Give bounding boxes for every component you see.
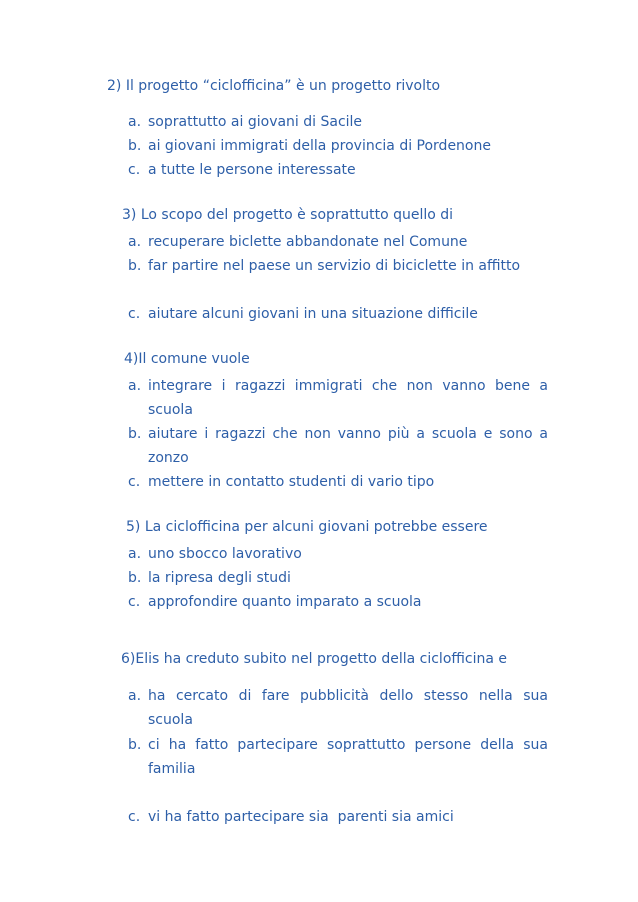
option-letter: a. (128, 378, 142, 394)
option-letter: c. (128, 474, 141, 490)
question-6-option-c (128, 805, 548, 829)
question-5-option-a (128, 542, 548, 566)
question-3-option-b (128, 254, 548, 278)
question-2-stem (107, 78, 440, 94)
question-text: Elis ha creduto subito nel progetto della ciclofficina e (135, 651, 508, 667)
option-text: aiutare i ragazzi che non vanno più a scuola e sono a zonzo (148, 426, 548, 466)
question-number: 6) (121, 651, 136, 667)
question-4-stem (124, 351, 250, 367)
option-letter: c. (128, 306, 141, 322)
question-number: 3) (122, 207, 137, 223)
option-letter: a. (128, 234, 142, 250)
option-text: la ripresa degli studi (148, 570, 291, 586)
option-text: ha cercato di fare pubblicità dello stesso nella sua scuola (148, 688, 548, 728)
option-text: vi ha fatto partecipare sia parenti sia amici (148, 809, 454, 825)
option-letter: b. (128, 426, 142, 442)
option-letter: c. (128, 594, 141, 610)
question-number: 5) (126, 519, 141, 535)
question-5-option-c (128, 590, 548, 614)
option-text: aiutare alcuni giovani in una situazione difficile (148, 306, 478, 322)
option-text: mettere in contatto studenti di vario tipo (148, 474, 435, 490)
option-letter: b. (128, 570, 142, 586)
option-letter: b. (128, 737, 142, 753)
question-3-option-a (128, 230, 548, 254)
option-text: far partire nel paese un servizio di biciclette in affitto (148, 258, 521, 274)
question-4-option-a (128, 374, 548, 422)
option-letter: a. (128, 114, 142, 130)
option-text: integrare i ragazzi immigrati che non vanno bene a scuola (148, 378, 548, 418)
question-3-stem (122, 207, 453, 223)
question-text: Il progetto “ciclofficina” è un progetto rivolto (125, 78, 441, 94)
question-4-option-b (128, 422, 548, 470)
question-2-option-b (128, 134, 548, 158)
option-text: ai giovani immigrati della provincia di Pordenone (148, 138, 491, 154)
option-letter: c. (128, 162, 141, 178)
question-2-option-c (128, 158, 548, 182)
question-2-option-a (128, 110, 548, 134)
question-4-option-c (128, 470, 548, 494)
question-number: 2) (107, 78, 122, 94)
question-text: Il comune vuole (138, 351, 250, 367)
question-5-option-b (128, 566, 548, 590)
option-letter: c. (128, 809, 141, 825)
question-3-option-c (128, 302, 548, 326)
question-6-option-b (128, 733, 548, 781)
option-text: ci ha fatto partecipare soprattutto persone della sua familia (148, 737, 548, 777)
question-number: 4) (124, 351, 139, 367)
option-text: recuperare biclette abbandonate nel Comune (148, 234, 468, 250)
question-text: Lo scopo del progetto è soprattutto quello di (140, 207, 454, 223)
option-letter: a. (128, 688, 142, 704)
option-text: a tutte le persone interessate (148, 162, 356, 178)
question-5-stem (126, 519, 488, 535)
question-6-stem (121, 651, 507, 667)
option-letter: b. (128, 138, 142, 154)
option-text: uno sbocco lavorativo (148, 546, 302, 562)
question-text: La ciclofficina per alcuni giovani potrebbe essere (144, 519, 488, 535)
option-letter: b. (128, 258, 142, 274)
option-text: approfondire quanto imparato a scuola (148, 594, 422, 610)
option-text: soprattutto ai giovani di Sacile (148, 114, 363, 130)
question-6-option-a (128, 684, 548, 732)
option-letter: a. (128, 546, 142, 562)
